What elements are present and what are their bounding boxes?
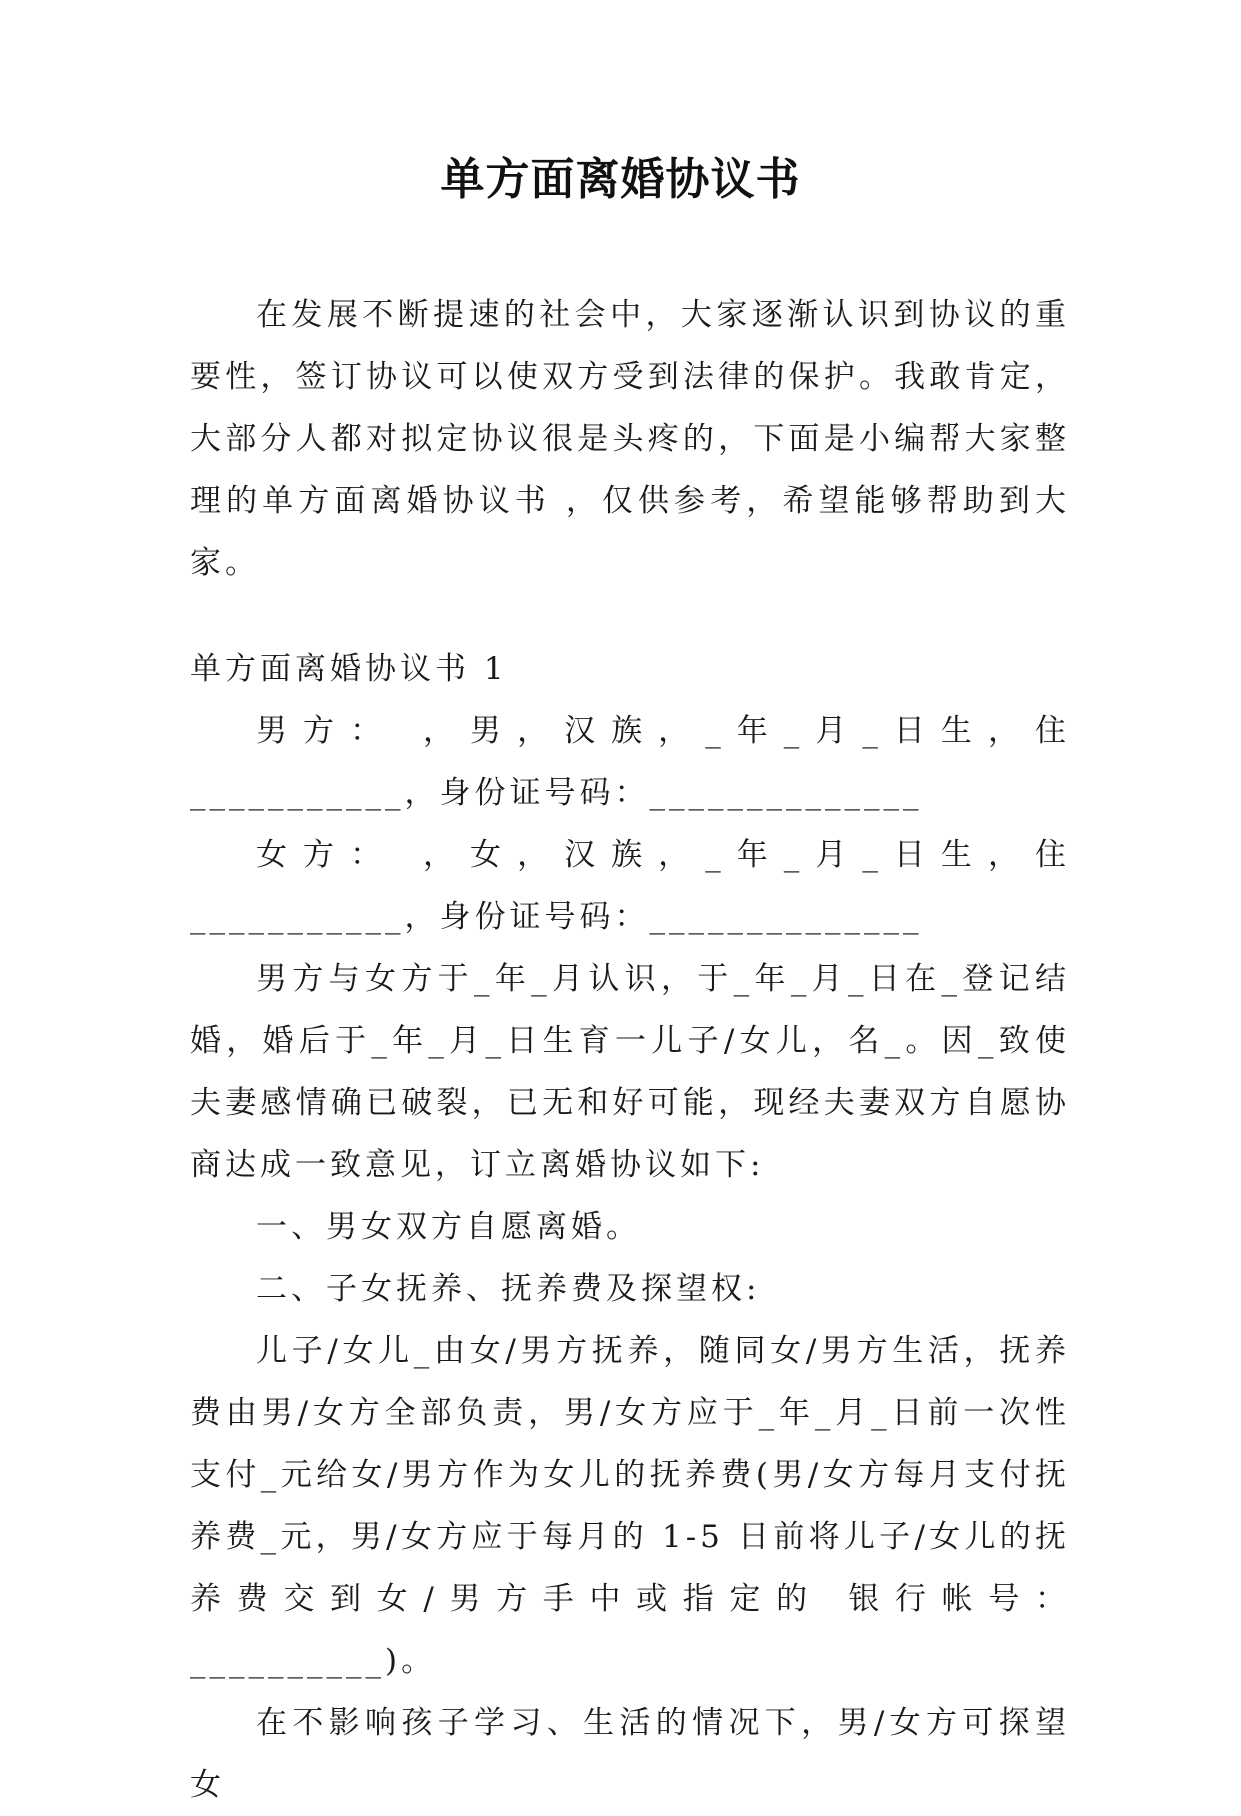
paragraph-spacer bbox=[190, 594, 1070, 638]
section-heading: 单方面离婚协议书 1 bbox=[190, 651, 508, 687]
child-support-paragraph: 儿子/女儿_由女/男方抚养，随同女/男方生活，抚养费由男/女方全部负责，男/女方应于_年_月_日前一次性支付_元给女/男方作为女儿的抚养费(男/女方每月支付抚养费_元，男/女方应于每月的 1-5 日前将儿子/女儿的抚养费交到女/男方手中或指定的 银行帐号：__________)。 bbox=[190, 1333, 1070, 1679]
clause-one-paragraph: 一、男女双方自愿离婚。 bbox=[256, 1209, 641, 1245]
female-party-paragraph: 女方： ，女，汉族，_年_月_日生，住___________，身份证号码：______________ bbox=[190, 837, 1070, 935]
intro-paragraph: 在发展不断提速的社会中，大家逐渐认识到协议的重要性，签订协议可以使双方受到法律的保护。我敢肯定，大部分人都对拟定协议很是头疼的，下面是小编帮大家整理的单方面离婚协议书 ，仅供参考，希望能够帮助到大家。 bbox=[190, 297, 1070, 581]
document-title: 单方面离婚协议书 bbox=[440, 154, 801, 205]
document-body bbox=[190, 284, 1070, 1816]
male-party-paragraph: 男方： ，男，汉族，_年_月_日生，住___________，身份证号码：______________ bbox=[190, 713, 1070, 811]
visitation-paragraph: 在不影响孩子学习、生活的情况下，男/女方可探望女 bbox=[190, 1705, 1070, 1803]
clause-two-heading: 二、子女抚养、抚养费及探望权: bbox=[256, 1271, 761, 1307]
marriage-background-paragraph: 男方与女方于_年_月认识，于_年_月_日在_登记结婚，婚后于_年_月_日生育一儿子/女儿，名_。因_致使夫妻感情确已破裂，已无和好可能，现经夫妻双方自愿协商达成一致意见，订立离婚协议如下: bbox=[190, 961, 1070, 1183]
